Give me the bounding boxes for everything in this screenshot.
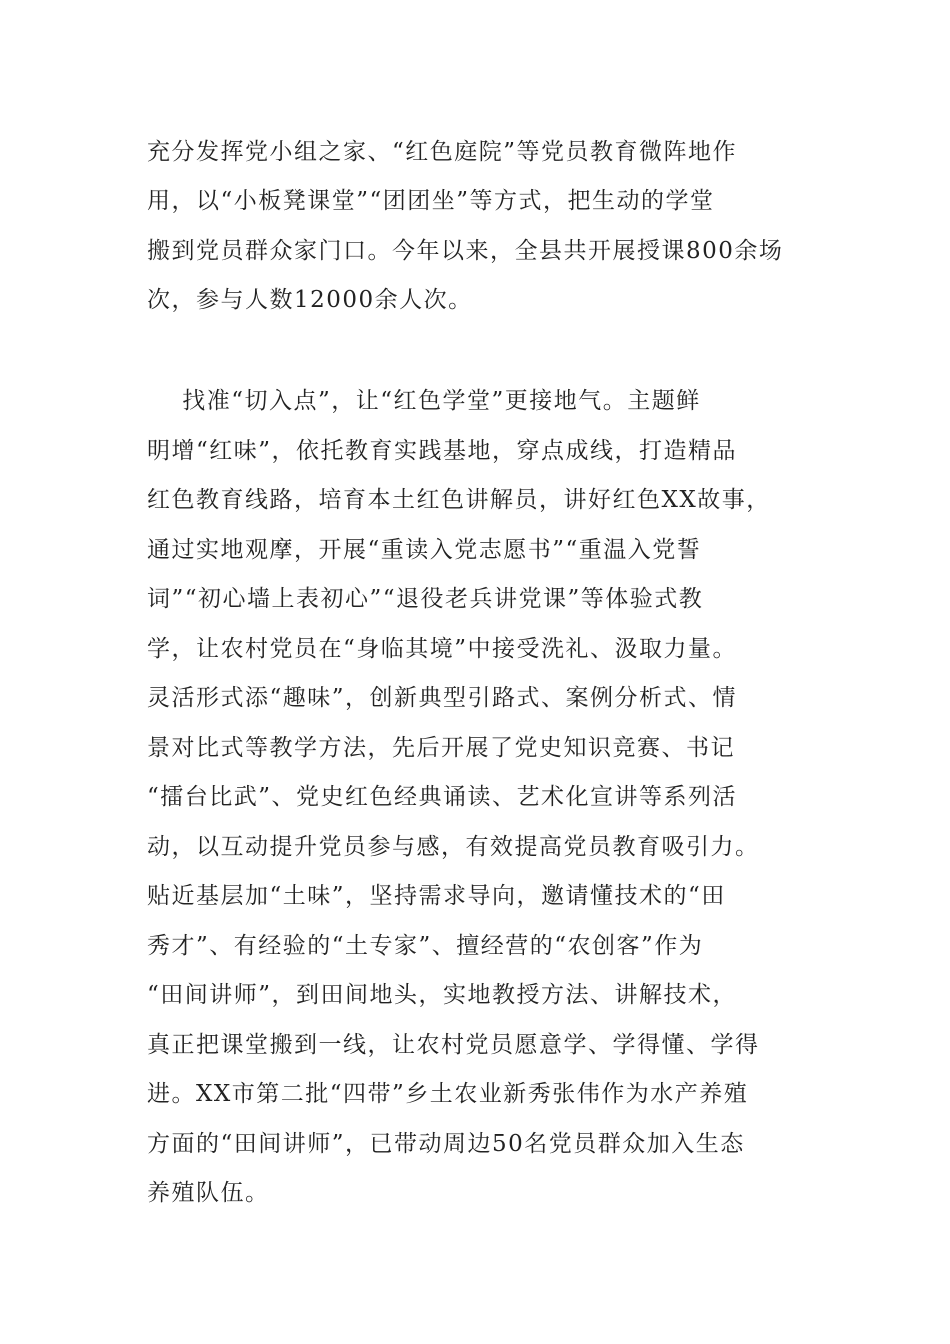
- text-line: 明增“红味”，依托教育实践基地，穿点成线，打造精品: [147, 438, 738, 464]
- text-line: 养殖队伍。: [147, 1180, 270, 1206]
- text-line: 学，让农村党员在“身临其境”中接受洗礼、汲取力量。: [147, 636, 738, 662]
- text-line: 真正把课堂搬到一线，让农村党员愿意学、学得懂、学得: [147, 1032, 760, 1058]
- text-line: 进。XX市第二批“四带”乡土农业新秀张伟作为水产养殖: [147, 1081, 749, 1107]
- text-line: 搬到党员群众家门口。今年以来，全县共开展授课800余场: [147, 238, 784, 264]
- text-line: 词”“初心墙上表初心”“退役老兵讲党课”等体验式教: [147, 586, 704, 612]
- text-line: 红色教育线路，培育本土红色讲解员，讲好红色XX故事，: [147, 487, 771, 513]
- text-line: “擂台比武”、党史红色经典诵读、艺术化宣讲等系列活: [147, 784, 738, 810]
- text-line: 动，以互动提升党员参与感，有效提高党员教育吸引力。: [147, 834, 760, 860]
- text-line: 用，以“小板凳课堂”“团团坐”等方式，把生动的学堂: [147, 188, 715, 214]
- text-line: 景对比式等教学方法，先后开展了党史知识竞赛、书记: [147, 735, 735, 761]
- text-line: 找准“切入点”，让“红色学堂”更接地气。主题鲜: [147, 388, 701, 414]
- text-line: 灵活形式添“趣味”，创新典型引路式、案例分析式、情: [147, 685, 738, 711]
- text-line: “田间讲师”，到田间地头，实地教授方法、讲解技术，: [147, 982, 738, 1008]
- text-line: 秀才”、有经验的“土专家”、擅经营的“农创客”作为: [147, 933, 704, 959]
- text-line: 充分发挥党小组之家、“红色庭院”等党员教育微阵地作: [147, 139, 738, 165]
- text-line: 次，参与人数12000余人次。: [147, 287, 473, 313]
- text-line: 贴近基层加“土味”，坚持需求导向，邀请懂技术的“田: [147, 883, 726, 909]
- text-line: 通过实地观摩，开展“重读入党志愿书”“重温入党誓: [147, 537, 702, 563]
- text-line: 方面的“田间讲师”，已带动周边50名党员群众加入生态: [147, 1131, 745, 1157]
